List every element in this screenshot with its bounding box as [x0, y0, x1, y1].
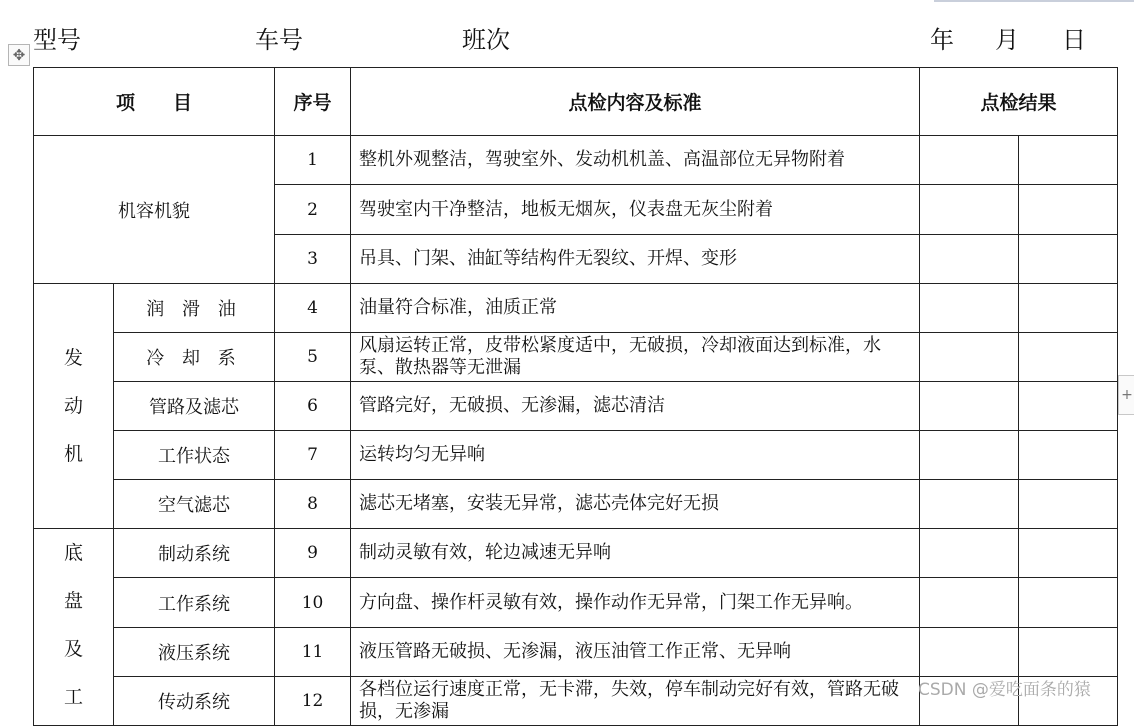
result-cell[interactable]: [1019, 578, 1118, 628]
year-label: 年: [930, 26, 954, 54]
table-row: [34, 136, 1118, 185]
result-cell[interactable]: [1019, 382, 1118, 431]
form-header: [0, 0, 1134, 70]
result-cell[interactable]: [1019, 431, 1118, 480]
result-cell[interactable]: [1019, 480, 1118, 529]
result-cell[interactable]: [920, 480, 1019, 529]
seq-cell: 5: [275, 333, 351, 382]
seq-cell: 12: [275, 677, 351, 726]
seq-cell: 7: [275, 431, 351, 480]
result-cell[interactable]: [920, 382, 1019, 431]
table-row: [34, 431, 1118, 480]
sub-item-cell: 工作系统: [114, 578, 275, 628]
group-appearance: 机容机貌: [34, 136, 275, 284]
add-row-handle-icon[interactable]: +: [1118, 375, 1134, 415]
content-cell: 液压管路无破损、无渗漏，液压油管工作正常、无异响: [351, 628, 920, 677]
group-chassis-char: 底: [63, 542, 83, 564]
content-cell: 风扇运转正常，皮带松紧度适中，无破损，冷却液面达到标准，水泵、散热器等无泄漏: [351, 333, 920, 382]
content-cell: 驾驶室内干净整洁，地板无烟灰，仪表盘无灰尘附着: [351, 185, 920, 235]
shift-label: 班次: [462, 26, 510, 54]
group-engine-char: 发: [63, 347, 83, 369]
seq-cell: 9: [275, 529, 351, 578]
result-cell[interactable]: [1019, 529, 1118, 578]
result-cell[interactable]: [920, 529, 1019, 578]
result-cell[interactable]: [1019, 333, 1118, 382]
seq-cell: 1: [275, 136, 351, 185]
model-label: 型号: [33, 26, 81, 54]
result-cell[interactable]: [920, 333, 1019, 382]
result-cell[interactable]: [1019, 628, 1118, 677]
result-cell[interactable]: [920, 628, 1019, 677]
table-row: [34, 529, 1118, 578]
table-row: [34, 382, 1118, 431]
content-cell: 整机外观整洁，驾驶室外、发动机机盖、高温部位无异物附着: [351, 136, 920, 185]
content-cell: 各档位运行速度正常，无卡滞，失效，停车制动完好有效，管路无破损，无渗漏: [351, 677, 920, 726]
result-cell[interactable]: [920, 284, 1019, 333]
content-cell: 吊具、门架、油缸等结构件无裂纹、开焊、变形: [351, 235, 920, 284]
result-cell[interactable]: [1019, 185, 1118, 235]
table-row: [34, 628, 1118, 677]
content-cell: 滤芯无堵塞，安装无异常，滤芯壳体完好无损: [351, 480, 920, 529]
seq-cell: 10: [275, 578, 351, 628]
sub-item-cell: 传动系统: [114, 677, 275, 726]
sub-item-cell: 工作状态: [114, 431, 275, 480]
content-cell: 方向盘、操作杆灵敏有效，操作动作无异常，门架工作无异响。: [351, 578, 920, 628]
group-chassis-char: 工: [63, 686, 83, 708]
group-engine-char: 动: [63, 395, 83, 417]
sub-item-cell: 冷 却 系: [114, 333, 275, 382]
vehicle-label: 车号: [255, 26, 303, 54]
col-header-content: 点检内容及标准: [351, 68, 920, 136]
group-engine-char: 机: [63, 443, 83, 465]
result-cell[interactable]: [1019, 284, 1118, 333]
sub-item-cell: 管路及滤芯: [114, 382, 275, 431]
group-chassis-char: 及: [63, 638, 83, 660]
sub-item-cell: 制动系统: [114, 529, 275, 578]
table-row: [34, 284, 1118, 333]
sub-item-cell: 空气滤芯: [114, 480, 275, 529]
seq-cell: 3: [275, 235, 351, 284]
result-cell[interactable]: [920, 235, 1019, 284]
seq-cell: 11: [275, 628, 351, 677]
month-label: 月: [995, 26, 1019, 54]
col-header-item: 项 目: [34, 68, 275, 136]
col-header-result: 点检结果: [920, 68, 1118, 136]
day-label: 日: [1062, 26, 1086, 54]
content-cell: 管路完好，无破损、无渗漏，滤芯清洁: [351, 382, 920, 431]
result-cell[interactable]: [1019, 235, 1118, 284]
group-engine: [34, 284, 114, 529]
table-row: [34, 578, 1118, 628]
seq-cell: 8: [275, 480, 351, 529]
content-cell: 油量符合标准，油质正常: [351, 284, 920, 333]
sub-item-cell: 润 滑 油: [114, 284, 275, 333]
watermark: CSDN @爱吃面条的猿: [918, 680, 1091, 700]
seq-cell: 4: [275, 284, 351, 333]
result-cell[interactable]: [920, 578, 1019, 628]
content-cell: 制动灵敏有效，轮边减速无异响: [351, 529, 920, 578]
table-row: [34, 480, 1118, 529]
table-move-handle-icon[interactable]: ✥: [8, 44, 30, 66]
table-header-row: [34, 68, 1118, 136]
result-cell[interactable]: [920, 185, 1019, 235]
group-chassis: [34, 529, 114, 726]
result-cell[interactable]: [920, 431, 1019, 480]
result-cell[interactable]: [1019, 136, 1118, 185]
sub-item-cell: 液压系统: [114, 628, 275, 677]
result-cell[interactable]: [920, 136, 1019, 185]
content-cell: 运转均匀无异响: [351, 431, 920, 480]
group-chassis-char: 盘: [63, 590, 83, 612]
top-divider: [934, 0, 1134, 2]
seq-cell: 2: [275, 185, 351, 235]
col-header-seq: 序号: [275, 68, 351, 136]
table-row: [34, 333, 1118, 382]
inspection-table: [33, 67, 1118, 726]
seq-cell: 6: [275, 382, 351, 431]
